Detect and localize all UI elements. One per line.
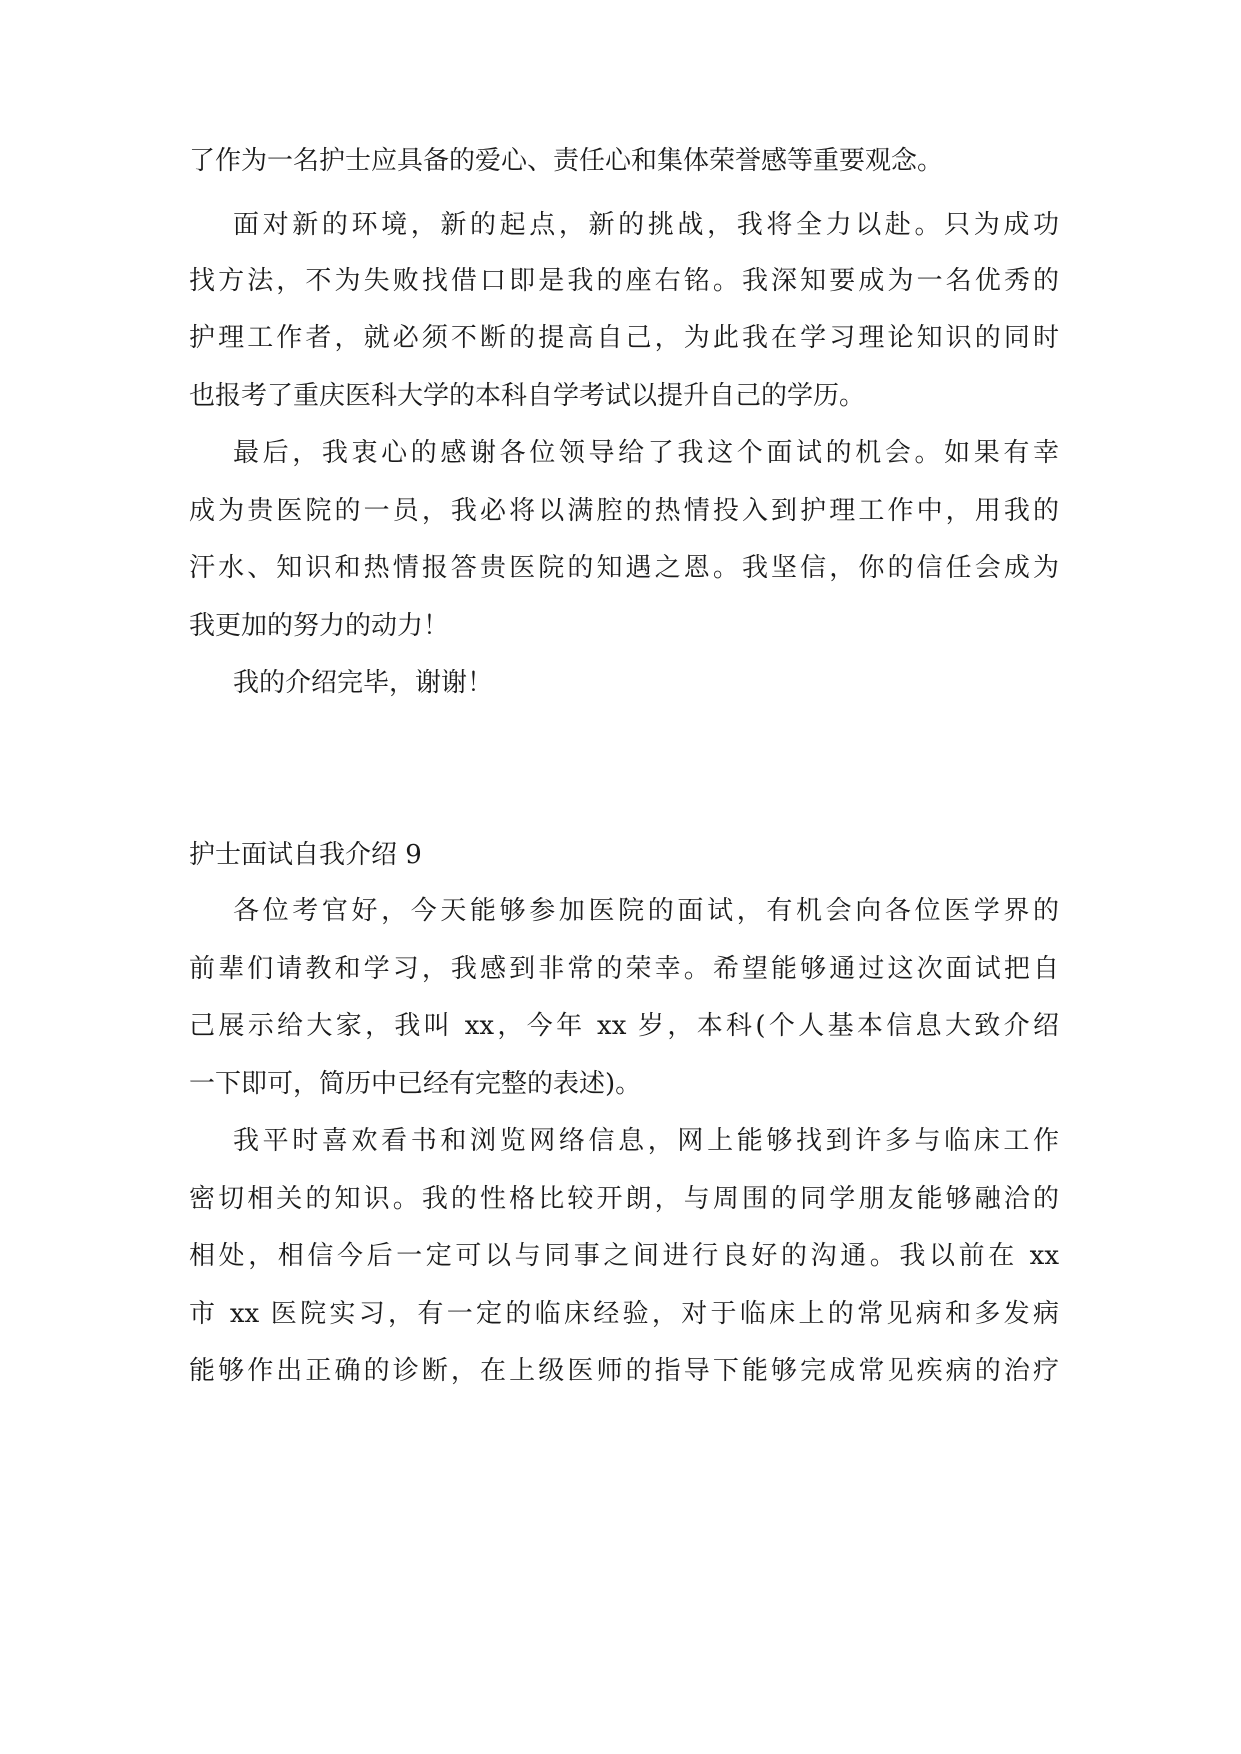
paragraph-2-line-1: 最后，我衷心的感谢各位领导给了我这个面试的机会。如果有幸 [233, 438, 1059, 468]
paragraph-2-line-3: 汗水、知识和热情报答贵医院的知遇之恩。我坚信，你的信任会成为 [189, 553, 1059, 583]
paragraph-5-line-1: 我平时喜欢看书和浏览网络信息，网上能够找到许多与临床工作 [233, 1126, 1059, 1156]
paragraph-1-line-3: 护理工作者，就必须不断的提高自己，为此我在学习理论知识的同时 [189, 323, 1059, 353]
paragraph-5-line-2: 密切相关的知识。我的性格比较开朗，与周围的同学朋友能够融洽的 [189, 1184, 1059, 1214]
paragraph-2-line-4: 我更加的努力的动力！ [189, 611, 450, 641]
paragraph-4-line-4: 一下即可，简历中已经有完整的表述)。 [189, 1069, 642, 1099]
paragraph-5-line-4: 市 xx 医院实习，有一定的临床经验，对于临床上的常见病和多发病 [189, 1299, 1059, 1329]
paragraph-4-line-1: 各位考官好，今天能够参加医院的面试，有机会向各位医学界的 [233, 896, 1059, 926]
paragraph-2-line-2: 成为贵医院的一员，我必将以满腔的热情投入到护理工作中，用我的 [189, 496, 1059, 526]
paragraph-1-line-2: 找方法，不为失败找借口即是我的座右铭。我深知要成为一名优秀的 [189, 266, 1059, 296]
paragraph-1-line-1: 面对新的环境，新的起点，新的挑战，我将全力以赴。只为成功 [233, 210, 1059, 240]
paragraph-4-line-3: 己展示给大家，我叫 xx，今年 xx 岁，本科(个人基本信息大致介绍 [189, 1011, 1059, 1041]
paragraph-5-line-3: 相处，相信今后一定可以与同事之间进行良好的沟通。我以前在 xx [189, 1241, 1059, 1271]
section-heading: 护士面试自我介绍 9 [189, 840, 422, 870]
paragraph-4-line-2: 前辈们请教和学习，我感到非常的荣幸。希望能够通过这次面试把自 [189, 954, 1059, 984]
continuation-line: 了作为一名护士应具备的爱心、责任心和集体荣誉感等重要观念。 [189, 146, 944, 176]
paragraph-3-line-1: 我的介绍完毕，谢谢！ [233, 668, 494, 698]
paragraph-5-line-5: 能够作出正确的诊断，在上级医师的指导下能够完成常见疾病的治疗 [189, 1356, 1059, 1386]
paragraph-1-line-4: 也报考了重庆医科大学的本科自学考试以提升自己的学历。 [189, 381, 866, 411]
